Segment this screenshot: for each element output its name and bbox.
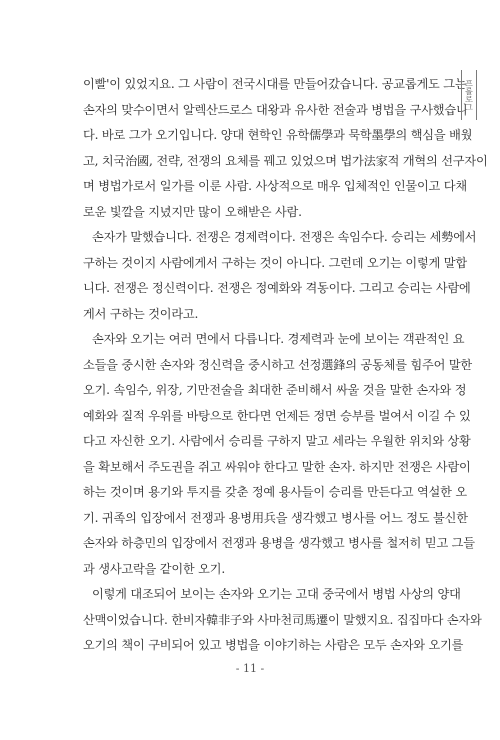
body-line: 소들을 중시한 손자와 정신력을 중시하고 선정選鋒의 공동체를 힘주어 말한 [83,357,472,372]
body-line: 다고 자신한 오기. 사람에서 승리를 구하지 말고 세라는 우월한 위치와 상황 [83,434,471,448]
body-line: 로운 빛깔을 지녔지만 많이 오해받은 사람. [83,204,302,219]
body-line: 을 확보해서 주도권을 쥐고 싸워야 한다고 말한 손자. 하지만 전쟁은 사람이 [83,459,471,474]
body-line: 이빨'이 있었지요. 그 사람이 전국시대를 만들어갔습니다. 공교롭게도 그는 [83,77,467,91]
body-line: 하는 것이며 용기와 투지를 갖춘 정예 용사들이 승리를 만든다고 역설한 오 [83,485,467,499]
body-line: 손자와 오기는 여러 면에서 다릅니다. 경제력과 눈에 보이는 객관적인 요 [92,332,465,346]
body-line: 손자가 말했습니다. 전쟁은 경제력이다. 전쟁은 속임수다. 승리는 세勢에서 [92,230,477,244]
body-line: 구하는 것이지 사람에게서 구하는 것이 아니다. 그런데 오기는 이렇게 말합 [83,255,467,270]
page-number: - 11 - [235,662,265,675]
body-line: 며 병법가로서 일가를 이룬 사람. 사상적으로 매우 입체적인 인물이고 다채 [83,179,467,193]
body-line: 니다. 전쟁은 정신력이다. 전쟁은 정예화와 격동이다. 그리고 승리는 사람에 [83,281,471,295]
body-line: 손자의 맞수이면서 알렉산드로스 대왕과 유사한 전술과 병법을 구사했습니 [83,102,468,117]
body-line: 게서 구하는 것이라고. [83,306,199,321]
body-line: 오기의 책이 구비되어 있고 병법을 이야기하는 사람은 모두 손자와 오기를 [83,638,464,652]
body-line: 산맥이었습니다. 한비자韓非子와 사마천司馬遷이 말했지요. 집집마다 손자와 [83,612,482,627]
body-line: 예화와 질적 우위를 바탕으로 한다면 언제든 정면 승부를 벌여서 이길 수 있 [83,408,471,423]
chapter-side-tab [461,70,477,120]
body-line: 다. 바로 그가 오기입니다. 양대 현학인 유학儒學과 묵학墨學의 핵심을 배웠 [83,128,473,142]
body-line: 이렇게 대조되어 보이는 손자와 오기는 고대 중국에서 병법 사상의 양대 [92,587,461,601]
body-line: 기. 귀족의 입장에서 전쟁과 용병用兵을 생각했고 병사를 어느 정도 불신한 [83,510,468,525]
body-line: 오기. 속임수, 위장, 기만전술을 최대한 준비해서 싸울 것을 말한 손자와 정 [83,383,467,397]
body-line: 과 생사고락을 같이한 오기. [83,561,226,576]
body-line: 손자와 하층민의 입장에서 전쟁과 용병을 생각했고 병사를 철저히 믿고 그들 [83,536,475,550]
body-line: 고, 치국治國, 전략, 전쟁의 요체를 꿰고 있었으며 법가法家적 개혁의 선구자이 [83,153,488,168]
chapter-side-tab-label: 프롤로그 [464,79,474,111]
